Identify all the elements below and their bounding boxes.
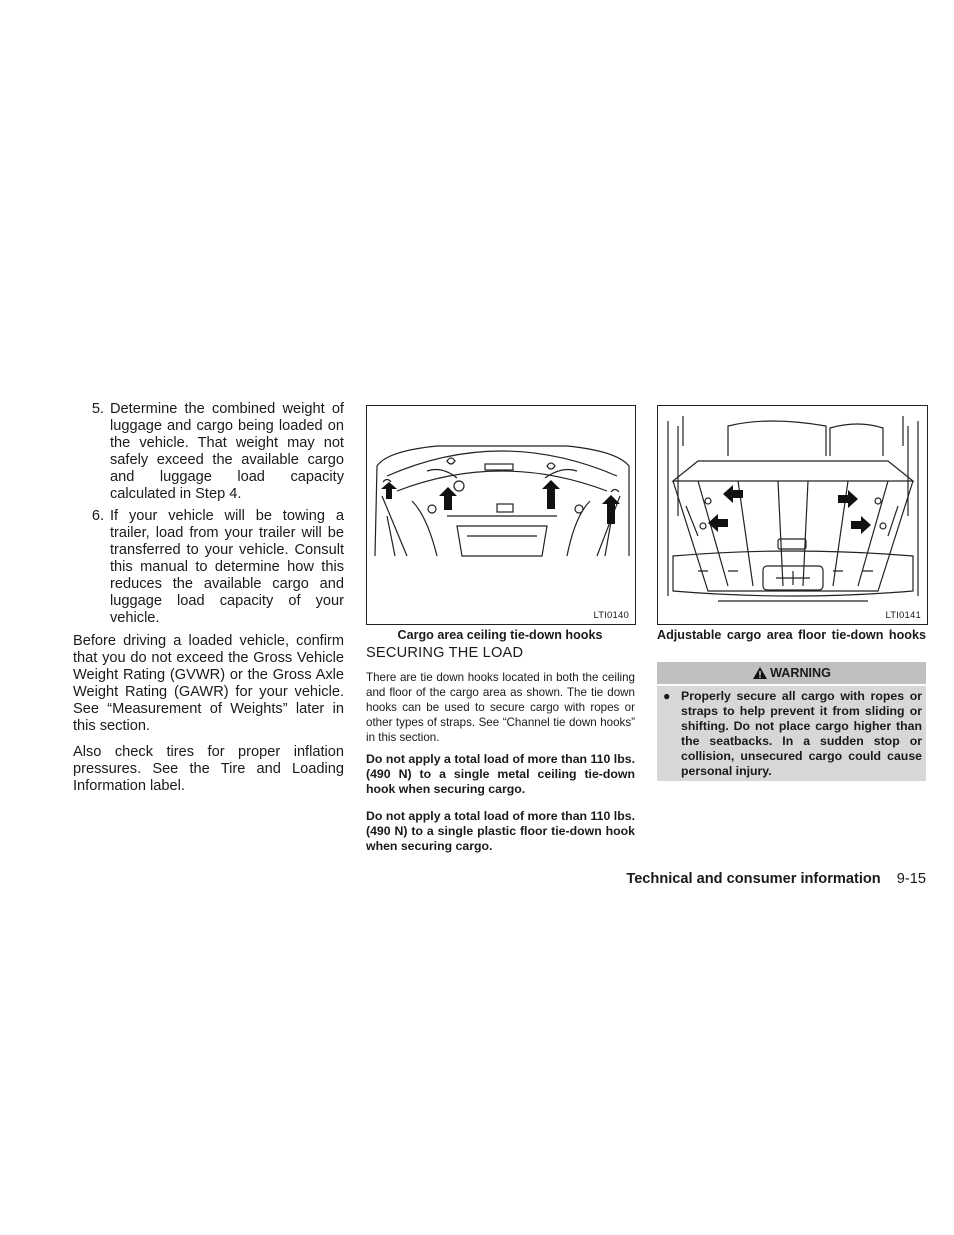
figure-caption-line xyxy=(657,628,926,642)
warning-title: WARNING xyxy=(770,666,831,680)
step-text: Determine the combined weight of luggage and cargo being loaded on the vehicle. That weight may not safely exceed the available cargo and luggage load capacity calculated in Step 4. xyxy=(110,401,344,502)
figure-code: LTI0141 xyxy=(885,610,921,621)
page-number: 9-15 xyxy=(896,871,926,887)
paragraph: Also check tires for proper inflation pressures. See the Tire and Loading Information label. xyxy=(73,744,344,794)
figure-floor-hooks xyxy=(657,405,928,625)
warning-body xyxy=(657,686,926,781)
step-number: 5. xyxy=(91,401,104,417)
paragraph: Before driving a loaded vehicle, confirm that you do not exceed the Gross Vehicle Weight Rating (GVWR) or the Gross Axle Weight Rating (GAWR) for your vehicle. See “Measurement of Weights” later in this section. xyxy=(73,633,344,734)
warning-text: Properly secure all cargo with ropes or straps to help prevent it from sliding or shifting. Do not place cargo higher than the seatbacks. In a sudden stop or collision, unsecured cargo could cause personal injury. xyxy=(681,689,922,778)
page-footer xyxy=(626,871,926,887)
ceiling-hooks-illustration xyxy=(367,406,635,624)
step-6 xyxy=(73,508,344,627)
step-number: 6. xyxy=(91,508,104,524)
warning-triangle-icon xyxy=(752,666,768,680)
bullet-icon: ● xyxy=(663,689,671,703)
floor-hooks-illustration xyxy=(658,406,927,624)
figure-code: LTI0140 xyxy=(593,610,629,621)
warning-header xyxy=(657,662,926,684)
step-5 xyxy=(73,401,344,503)
load-note: Do not apply a total load of more than 110 lbs. (490 N) to a single metal ceiling tie-down hook when securing cargo. xyxy=(366,752,635,796)
figure-ceiling-hooks xyxy=(366,405,636,625)
figure-caption: Adjustable cargo area floor tie-down hooks xyxy=(657,628,926,642)
left-column xyxy=(73,401,344,795)
load-note: Do not apply a total load of more than 110 lbs. (490 N) to a single plastic floor tie-down hook when securing cargo. xyxy=(366,809,635,853)
step-text: If your vehicle will be towing a trailer, load from your trailer will be transferred to your vehicle. Consult this manual to determine how this reduces the available cargo and luggage load capacity of your vehicle. xyxy=(110,508,344,626)
figure-caption: Cargo area ceiling tie-down hooks xyxy=(397,628,603,642)
section-heading: SECURING THE LOAD xyxy=(366,645,524,661)
section-body xyxy=(366,670,635,861)
section-paragraph: There are tie down hooks located in both the ceiling and floor of the cargo area as shown. The tie down hooks can be used to secure cargo with ropes or other types of straps. See “Channel tie down hooks” in this section. xyxy=(366,671,635,744)
footer-section-title: Technical and consumer information xyxy=(626,871,881,887)
